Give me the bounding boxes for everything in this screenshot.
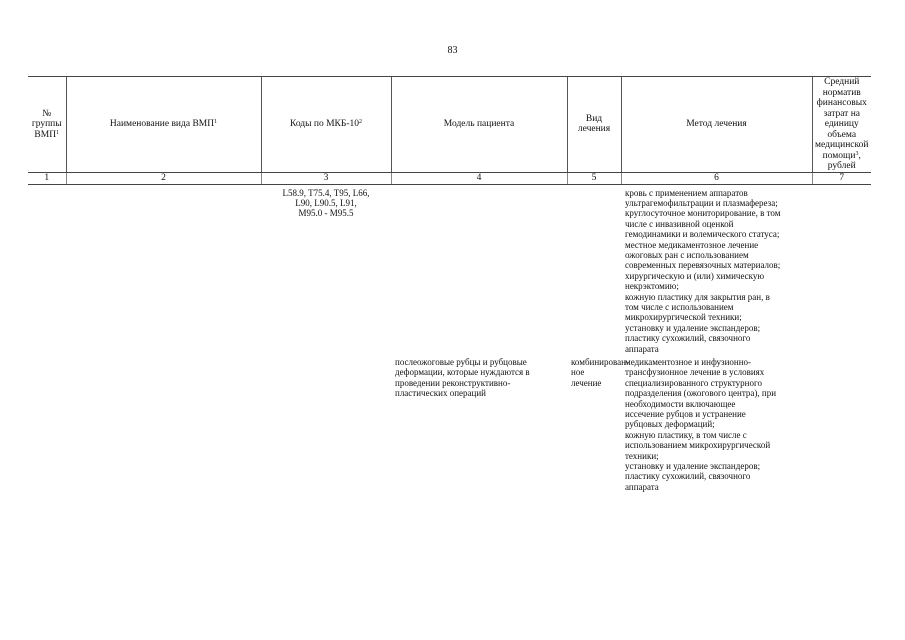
column-number: 5 xyxy=(567,172,621,184)
group-number-cell xyxy=(28,184,66,354)
table-header-row xyxy=(28,77,871,173)
column-number: 4 xyxy=(391,172,567,184)
treatment-type-cell: комбинирован- ное лечение xyxy=(571,357,629,388)
column-number: 6 xyxy=(621,172,812,184)
icd-codes-cell: L58.9, T75.4, T95, L66, L90, L90.5, L91, M95.0 - M95.5 xyxy=(282,187,370,219)
page-number: 83 xyxy=(447,45,458,56)
vmp-name-cell xyxy=(66,354,261,492)
column-number: 2 xyxy=(66,172,261,184)
patient-model-cell: послеожоговые рубцы и рубцовые деформации, которые нуждаются в проведении реконструктивно- пластических операций xyxy=(395,357,530,399)
header-group-number: № группы ВМП$^1$ xyxy=(28,77,66,173)
icd-codes-cell xyxy=(261,354,391,492)
cost-norm-cell xyxy=(812,354,871,492)
treatment-method-cell: кровь с применением аппаратов ультрагемофильтрации и плазмафереза; круглосуточное мониторирование, в том числе с инвазивной оценкой гемодинамики и волемического статуса; местное медикаментозное лечение ожоговых ран с использованием современных перевязочных материалов; хирургическую и (или) химическую некрэктомию; кожную пластику для закрытия ран, в том числе с использованием микрохирургической техники; установку и удаление экспандеров; пластику сухожилий, связочного аппарата xyxy=(625,187,781,354)
column-number: 7 xyxy=(812,172,871,184)
treatment-method-cell: медикаментозное и инфузионно- трансфузионное лечение в условиях специализированного структурного подразделения (ожогового центра), при необходимости включающее иссечение рубцов и устранение рубцовых деформаций; кожную пластику, в том числе с использованием микрохирургической техники; установку и удаление экспандеров; пластику сухожилий, связочного аппарата xyxy=(625,357,777,492)
header-vmp-name: Наименование вида ВМП$^1$ xyxy=(66,77,261,173)
column-number: 1 xyxy=(28,172,66,184)
table-row xyxy=(28,354,871,492)
header-icd-codes: Коды по МКБ-$10^2$ xyxy=(261,77,391,173)
vmp-name-cell xyxy=(66,184,261,354)
header-cost-norm: Средний норматив финансовых затрат на единицу объема медицинской помощи$^3$, рублей xyxy=(812,77,871,173)
vmp-table xyxy=(28,76,871,492)
column-number: 3 xyxy=(261,172,391,184)
table-row xyxy=(28,184,871,354)
treatment-type-cell xyxy=(567,184,621,354)
column-number-row xyxy=(28,172,871,184)
group-number-cell xyxy=(28,354,66,492)
patient-model-cell xyxy=(391,184,567,354)
header-treatment-type: Вид лечения xyxy=(567,77,621,173)
header-treatment-method: Метод лечения xyxy=(621,77,812,173)
header-patient-model: Модель пациента xyxy=(391,77,567,173)
cost-norm-cell xyxy=(812,184,871,354)
